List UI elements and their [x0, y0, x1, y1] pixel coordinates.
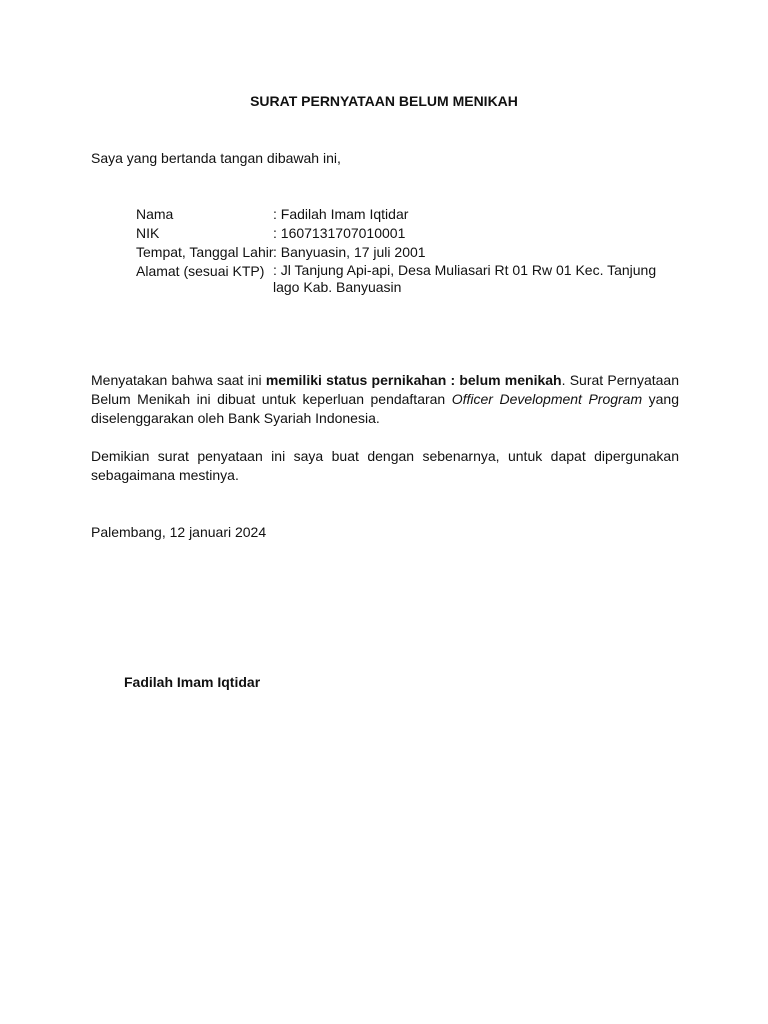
- identity-row-birth: [136, 243, 676, 262]
- closing-paragraph: Demikian surat penyataan ini saya buat dengan sebenarnya, untuk dapat dipergunakan sebagaimana mestinya.: [91, 448, 679, 483]
- identity-label: Tempat, Tanggal Lahir: [136, 244, 274, 260]
- identity-label: Nama: [136, 206, 174, 222]
- identity-value: : Banyuasin, 17 juli 2001: [273, 244, 426, 260]
- statement-text-2: . Surat Pernyataan Belum Menikah ini dibuat untuk keperluan pendaftaran: [91, 372, 679, 407]
- statement-bold-status: memiliki status pernikahan : belum menikah: [265, 372, 562, 388]
- identity-row-address: [136, 262, 676, 296]
- identity-value: : Fadilah Imam Iqtidar: [273, 206, 409, 222]
- statement-program-name: Officer Development Program: [451, 391, 643, 407]
- statement-paragraph: [91, 371, 679, 428]
- identity-value: : Jl Tanjung Api-api, Desa Muliasari Rt 01 Rw 01 Kec. Tanjung lago Kab. Banyuasin: [273, 262, 657, 295]
- identity-label: Alamat (sesuai KTP): [136, 263, 265, 279]
- identity-row-name: [136, 205, 676, 224]
- identity-row-nik: [136, 224, 676, 243]
- statement-text-1: Menyatakan bahwa saat ini: [91, 372, 266, 388]
- place-date: Palembang, 12 januari 2024: [91, 524, 267, 540]
- document-title: SURAT PERNYATAAN BELUM MENIKAH: [250, 93, 518, 109]
- statement-text-3: yang diselenggarakan oleh Bank Syariah Indonesia.: [91, 391, 679, 426]
- identity-value: : 1607131707010001: [273, 225, 406, 241]
- signer-name: Fadilah Imam Iqtidar: [124, 674, 261, 690]
- identity-label: NIK: [136, 225, 160, 241]
- opening-line: Saya yang bertanda tangan dibawah ini,: [91, 150, 341, 166]
- identity-block: [136, 205, 676, 296]
